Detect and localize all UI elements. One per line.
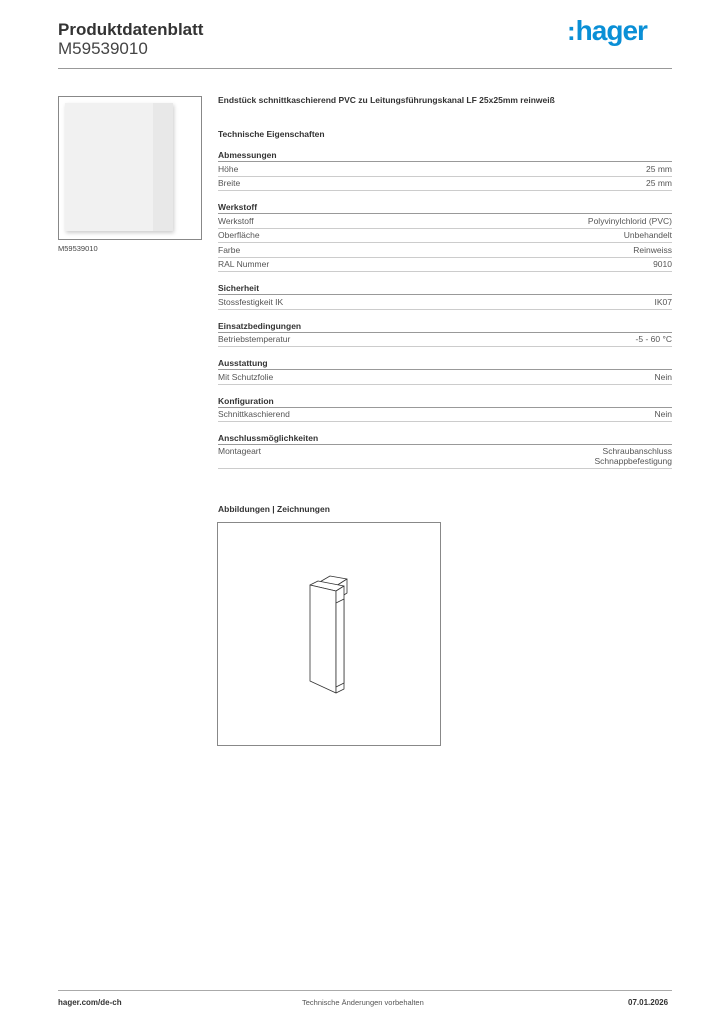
product-image: [65, 103, 173, 231]
hager-logo: :hager: [567, 15, 647, 46]
spec-row: Stossfestigkeit IK IK07: [218, 295, 672, 310]
article-number: M59539010: [58, 39, 148, 58]
product-name: Endstück schnittkaschierend PVC zu Leitungsführungskanal LF 25x25mm reinweiß: [218, 95, 555, 105]
section-title: Anschlussmöglichkeiten: [218, 433, 672, 445]
spec-row: Farbe Reinweiss: [218, 243, 672, 258]
section-sicherheit: [218, 283, 672, 310]
spec-subtitle: Technische Eigenschaften: [218, 129, 325, 139]
footer-notice: Technische Änderungen vorbehalten: [302, 998, 424, 1007]
section-ausstattung: [218, 358, 672, 385]
product-photo: [58, 96, 202, 240]
technical-drawing: [217, 522, 441, 746]
footer-divider: [58, 990, 672, 991]
spec-panel: [218, 95, 672, 469]
photo-caption: M59539010: [58, 244, 98, 253]
footer-date: 07.01.2026: [628, 998, 669, 1007]
footer-website[interactable]: hager.com/de-ch: [58, 998, 122, 1007]
spec-row: Breite 25 mm: [218, 177, 672, 192]
spec-row: Betriebstemperatur -5 - 60 °C: [218, 333, 672, 348]
section-title: Konfiguration: [218, 396, 672, 408]
section-title: Einsatzbedingungen: [218, 321, 672, 333]
section-konfiguration: [218, 396, 672, 423]
section-abmessungen: [218, 150, 672, 191]
spec-row: Montageart Schraubanschluss Schnappbefestigung: [218, 445, 672, 469]
end-cap-drawing: [218, 523, 440, 745]
spec-row: Höhe 25 mm: [218, 162, 672, 177]
spec-row: Schnittkaschierend Nein: [218, 408, 672, 423]
spec-row: Oberfläche Unbehandelt: [218, 229, 672, 244]
section-werkstoff: [218, 202, 672, 272]
section-anschluss: [218, 433, 672, 469]
header-divider: [58, 68, 672, 69]
figures-title: Abbildungen | Zeichnungen: [218, 504, 330, 514]
page-title: Produktdatenblatt: [58, 20, 204, 39]
spec-row: Mit Schutzfolie Nein: [218, 370, 672, 385]
section-title: Werkstoff: [218, 202, 672, 214]
spec-row: RAL Nummer 9010: [218, 258, 672, 273]
section-title: Sicherheit: [218, 283, 672, 295]
section-einsatzbedingungen: [218, 321, 672, 348]
section-title: Ausstattung: [218, 358, 672, 370]
spec-row: Werkstoff Polyvinylchlorid (PVC): [218, 214, 672, 229]
section-title: Abmessungen: [218, 150, 672, 162]
